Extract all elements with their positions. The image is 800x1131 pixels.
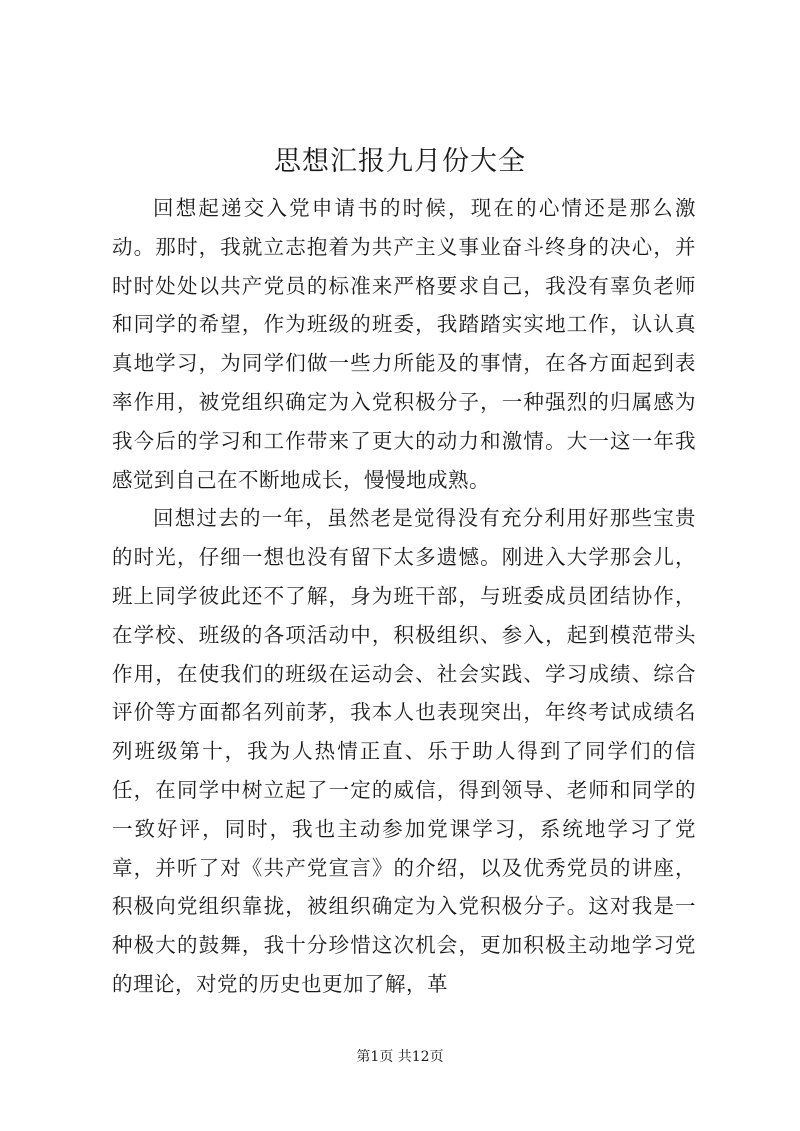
paragraph-1: 回想起递交入党申请书的时候，现在的心情还是那么激动。那时，我就立志抱着为共产主义事业奋斗终身的决心，并时时处处以共产党员的标准来严格要求自己，我没有辜负老师和同学的希望，作为班级的班委，我踏踏实实地工作，认认真真地学习，为同学们做一些力所能及的事情，在各方面起到表率作用，被党组织确定为入党积极分子，一种强烈的归属感为我今后的学习和工作带来了更大的动力和激情。大一这一年我感觉到自己在不断地成长，慢慢地成熟。 [112,196,696,492]
document-title: 思想汇报九月份大全 [274,146,526,177]
paragraph-2: 回想过去的一年，虽然老是觉得没有充分利用好那些宝贵的时光，仔细一想也没有留下太多遗憾。刚进入大学那会儿，班上同学彼此还不了解，身为班干部，与班委成员团结协作，在学校、班级的各项活动中，积极组织、参入，起到模范带头作用，在使我们的班级在运动会、社会实践、学习成绩、综合评价等方面都名列前茅，我本人也表现突出，年终考试成绩名列班级第十，我为人热情正直、乐于助人得到了同学们的信任，在同学中树立起了一定的威信，得到领导、老师和同学的一致好评，同时，我也主动参加党课学习，系统地学习了党章，并听了对《共产党宣言》的介绍，以及优秀党员的讲座，积极向党组织靠拢，被组织确定为入党积极分子。这对我是一种极大的鼓舞，我十分珍惜这次机会，更加积极主动地学习党的理论，对党的历史也更加了解，革 [112,506,696,996]
document-body [112,189,696,1004]
page-footer: 第1页 共12页 [356,1049,444,1065]
